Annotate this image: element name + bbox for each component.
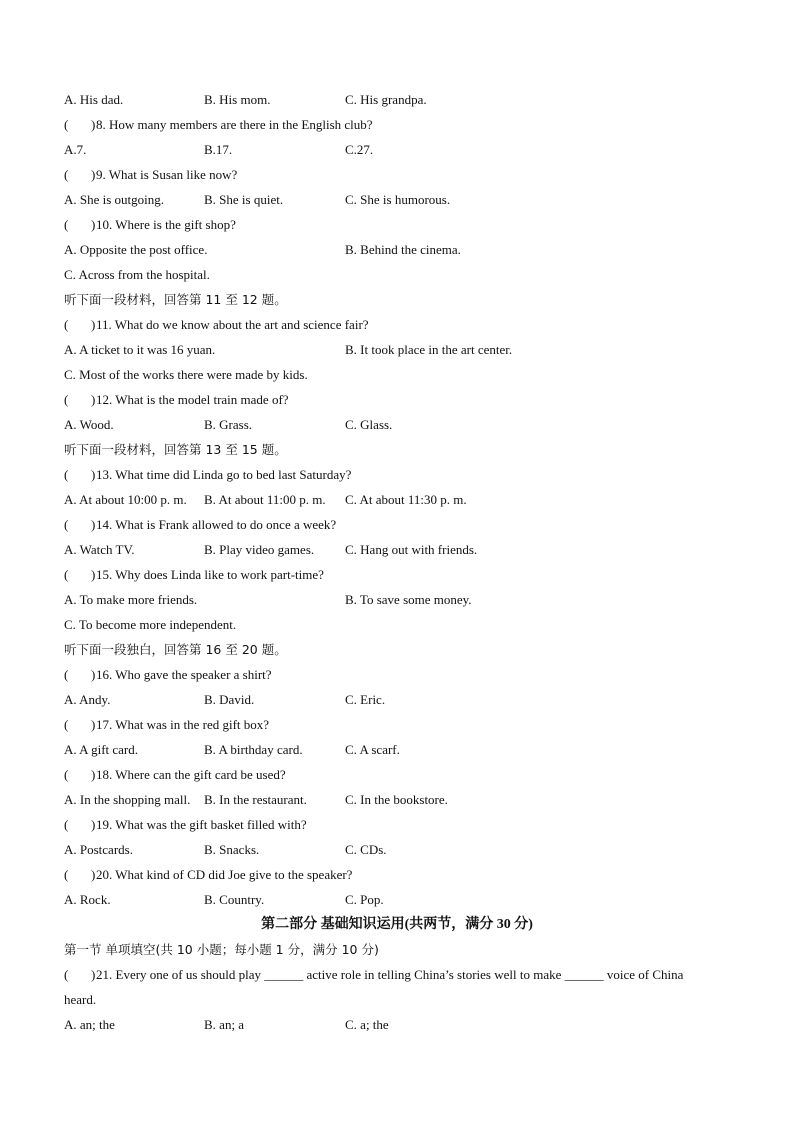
- question-text: 18. Where can the gift card be used?: [96, 767, 286, 782]
- question-text: 17. What was in the red gift box?: [96, 717, 270, 732]
- option-c: C. His grandpa.: [345, 92, 427, 107]
- option-a: A. She is outgoing.: [64, 192, 165, 207]
- options-row: [64, 739, 744, 761]
- answer-paren-close: ): [91, 392, 96, 407]
- answer-paren-close: ): [91, 867, 96, 882]
- question-text: 9. What is Susan like now?: [96, 167, 238, 182]
- answer-paren-close: ): [91, 567, 96, 582]
- answer-paren-close: ): [91, 717, 96, 732]
- question-text: 14. What is Frank allowed to do once a week?: [96, 517, 337, 532]
- answer-paren-close: ): [91, 167, 96, 182]
- answer-paren-open: (: [64, 717, 69, 732]
- option-c: C. In the bookstore.: [345, 792, 448, 807]
- option-c: C. Pop.: [345, 892, 384, 907]
- answer-paren-close: ): [91, 467, 96, 482]
- options-row: [64, 239, 744, 261]
- option-c: C. She is humorous.: [345, 192, 451, 207]
- question-text: 8. How many members are there in the English club?: [96, 117, 373, 132]
- answer-paren-open: (: [64, 167, 69, 182]
- question: [64, 864, 744, 886]
- option-b: B. Snacks.: [204, 842, 260, 857]
- option-b: B. Play video games.: [204, 542, 315, 557]
- option-a: A. At about 10:00 p. m.: [64, 492, 187, 507]
- answer-paren-close: ): [91, 517, 96, 532]
- question: [64, 764, 744, 786]
- answer-paren-close: ): [91, 117, 96, 132]
- answer-paren-open: (: [64, 517, 69, 532]
- section-title: 第二部分 基础知识运用(共两节，满分 30 分): [261, 917, 533, 932]
- option-b: B. Grass.: [204, 417, 253, 432]
- options-row: [64, 339, 744, 361]
- option-c: C. Eric.: [345, 692, 386, 707]
- question-text: 11. What do we know about the art and science fair?: [96, 317, 369, 332]
- option-b: B. an; a: [204, 1017, 245, 1032]
- question: [64, 664, 744, 686]
- question-text: 12. What is the model train made of?: [96, 392, 289, 407]
- question: [64, 164, 744, 186]
- option-b: B. At about 11:00 p. m.: [204, 492, 326, 507]
- answer-paren-open: (: [64, 867, 69, 882]
- option-a: A. A ticket to it was 16 yuan.: [64, 342, 216, 357]
- question-text: 21. Every one of us should play ______ active role in telling China’s stories well to make ______ voice of China: [96, 967, 684, 982]
- option-c: C. A scarf.: [345, 742, 400, 757]
- option-a: A. Opposite the post office.: [64, 242, 208, 257]
- question-text: 10. Where is the gift shop?: [96, 217, 236, 232]
- option-b: B. In the restaurant.: [204, 792, 307, 807]
- option-c: C.27.: [345, 142, 374, 157]
- option-b: B. His mom.: [204, 92, 271, 107]
- options-row: [64, 89, 744, 111]
- option-c: C. CDs.: [345, 842, 387, 857]
- answer-paren-open: (: [64, 567, 69, 582]
- question: [64, 964, 744, 986]
- options-row: [64, 139, 744, 161]
- option-a: A.7.: [64, 142, 87, 157]
- option-a: A. Rock.: [64, 892, 111, 907]
- question: [64, 214, 744, 236]
- options-row: [64, 489, 744, 511]
- question: [64, 114, 744, 136]
- question-text: 20. What kind of CD did Joe give to the speaker?: [96, 867, 353, 882]
- option-a: A. To make more friends.: [64, 592, 198, 607]
- options-row: [64, 889, 744, 911]
- option-a: A. Andy.: [64, 692, 111, 707]
- question: [64, 464, 744, 486]
- options-row: [64, 1014, 744, 1036]
- question: [64, 314, 744, 336]
- answer-paren-open: (: [64, 667, 69, 682]
- answer-paren-open: (: [64, 217, 69, 232]
- instruction: 听下面一段材料，回答第 13 至 15 题。: [64, 442, 287, 457]
- answer-paren-close: ): [91, 967, 96, 982]
- answer-paren-close: ): [91, 667, 96, 682]
- answer-paren-close: ): [91, 817, 96, 832]
- answer-paren-open: (: [64, 117, 69, 132]
- instruction: 第一节 单项填空(共 10 小题；每小题 1 分，满分 10 分): [64, 942, 379, 957]
- option-c: C. a; the: [345, 1017, 389, 1032]
- option-a: A. Postcards.: [64, 842, 133, 857]
- option-a: A. In the shopping mall.: [64, 792, 191, 807]
- option-b: B. Behind the cinema.: [345, 242, 461, 257]
- answer-paren-open: (: [64, 467, 69, 482]
- answer-paren-open: (: [64, 392, 69, 407]
- answer-paren-close: ): [91, 767, 96, 782]
- question: [64, 814, 744, 836]
- option-c: C. At about 11:30 p. m.: [345, 492, 467, 507]
- option-a: A. an; the: [64, 1017, 115, 1032]
- question-text: 13. What time did Linda go to bed last Saturday?: [96, 467, 352, 482]
- option-a: A. Wood.: [64, 417, 114, 432]
- options-row: [64, 189, 744, 211]
- option-a: A. A gift card.: [64, 742, 139, 757]
- text-line: C. Across from the hospital.: [64, 267, 210, 282]
- option-a: A. Watch TV.: [64, 542, 135, 557]
- question: [64, 514, 744, 536]
- option-a: A. His dad.: [64, 92, 124, 107]
- question: [64, 714, 744, 736]
- answer-paren-open: (: [64, 967, 69, 982]
- question: [64, 564, 744, 586]
- answer-paren-open: (: [64, 767, 69, 782]
- text-line: heard.: [64, 992, 97, 1007]
- options-row: [64, 539, 744, 561]
- option-b: B. To save some money.: [345, 592, 472, 607]
- question-text: 16. Who gave the speaker a shirt?: [96, 667, 272, 682]
- question-text: 15. Why does Linda like to work part-time?: [96, 567, 324, 582]
- option-b: B. Country.: [204, 892, 265, 907]
- options-row: [64, 689, 744, 711]
- option-c: C. Hang out with friends.: [345, 542, 478, 557]
- text-line: C. To become more independent.: [64, 617, 237, 632]
- question: [64, 389, 744, 411]
- instruction: 听下面一段材料，回答第 11 至 12 题。: [64, 292, 287, 307]
- instruction: 听下面一段独白，回答第 16 至 20 题。: [64, 642, 287, 657]
- option-b: B. She is quiet.: [204, 192, 284, 207]
- options-row: [64, 414, 744, 436]
- option-b: B. A birthday card.: [204, 742, 303, 757]
- option-c: C. Glass.: [345, 417, 393, 432]
- text-line: C. Most of the works there were made by kids.: [64, 367, 308, 382]
- options-row: [64, 589, 744, 611]
- answer-paren-close: ): [91, 317, 96, 332]
- option-b: B. David.: [204, 692, 255, 707]
- answer-paren-open: (: [64, 317, 69, 332]
- options-row: [64, 839, 744, 861]
- option-b: B.17.: [204, 142, 233, 157]
- options-row: [64, 789, 744, 811]
- option-b: B. It took place in the art center.: [345, 342, 513, 357]
- answer-paren-open: (: [64, 817, 69, 832]
- question-text: 19. What was the gift basket filled with?: [96, 817, 307, 832]
- answer-paren-close: ): [91, 217, 96, 232]
